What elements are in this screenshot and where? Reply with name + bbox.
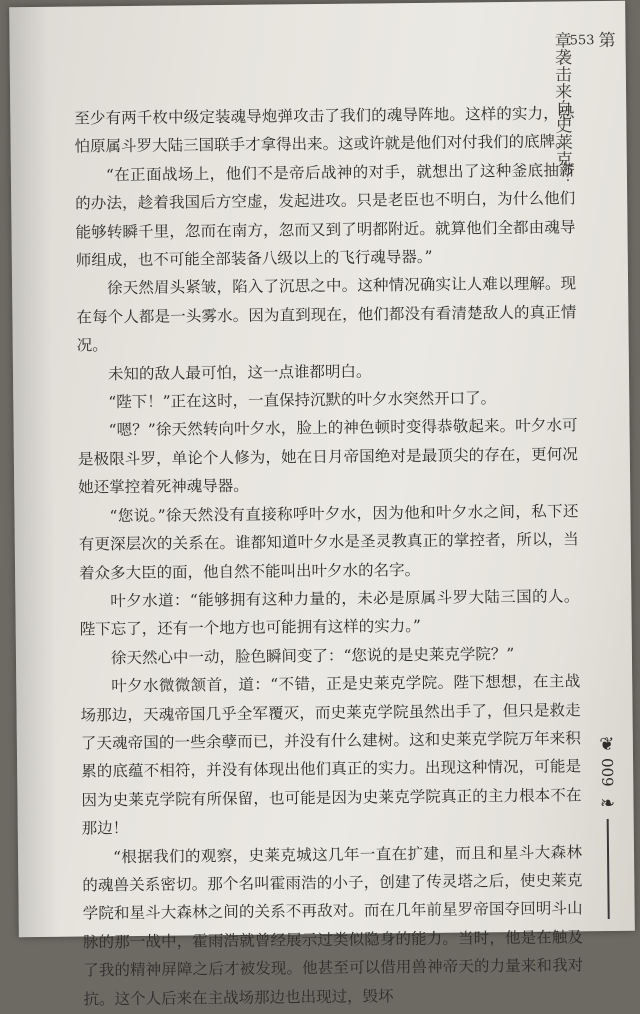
- paragraph: 徐天然眉头紧皱，陷入了沉思之中。这种情况确实让人难以理解。现在每个人都是一头雾水。因为直到现在，他们都没有看清楚敌人的真正情况。: [76, 274, 577, 355]
- page-number-block: [595, 733, 621, 919]
- paragraph: “嗯？”徐天然转向叶夕水，脸上的神色顿时变得恭敬起来。叶夕水可是极限斗罗，单论个人修为，她在日月帝国绝对是最顶尖的存在，更何况她还掌控着死神魂导器。: [77, 416, 578, 497]
- paragraph: 未知的敌人最可怕，这一点谁都明白。: [107, 362, 372, 383]
- chapter-title: 袭击来自史莱克？: [550, 48, 573, 185]
- chapter-label-bottom: 章: [550, 31, 571, 49]
- page-gutter-shadow: [9, 7, 59, 937]
- chapter-label-top: 第: [594, 30, 615, 49]
- page-number: 009: [598, 757, 617, 787]
- paragraph: 徐天然心中一动，脸色瞬间变了：“您说的是史莱克学院？”: [110, 644, 515, 667]
- book-page: [9, 1, 635, 1009]
- paragraph: 叶夕水道：“能够拥有这种力量的，未必是原属斗罗大陆三国的人。陛下忘了，还有一个地方也可能拥有这样的实力。”: [79, 587, 580, 639]
- vertical-rule: [607, 819, 610, 919]
- paragraph: “根据我们的观察，史莱克城这几年一直在扩建，而且和星斗大森林的魂兽关系密切。那个名叫霍雨浩的小子，创建了传灵塔之后，使史莱克学院和星斗大森林之间的关系不再敌对。而在几年前星罗帝国夺回明斗山脉的那一战中，霍雨浩就曾经展示过类似隐身的能力。当时，他是在触及了我的精神屏障之后才被发现。他甚至可以借用兽神帝天的力量来和我对抗。这个人后来在主战场那边也出现过，毁坏: [82, 842, 584, 1009]
- chapter-number: 553: [569, 33, 595, 49]
- fleuron-icon: ❦: [599, 733, 615, 756]
- paragraph: “陛下！”正在这时，一直保持沉默的叶夕水突然开口了。: [108, 389, 497, 412]
- paragraph: 至少有两千枚中级定装魂导炮弹攻击了我们的魂导阵地。这样的实力，恐怕原属斗罗大陆三国联手才拿得出来。这或许就是他们对付我们的底牌。: [74, 104, 575, 156]
- fleuron-icon: ❧: [599, 792, 616, 814]
- paragraph: “在正面战场上，他们不是帝后战神的对手，就想出了这种釜底抽薪的办法，趁着我国后方空虚，发起进攻。只是老臣也不明白，为什么他们能够转瞬千里，忽而在南方，忽而又到了明都附近。就算他们全都由魂导师组成，也不可能全部装备八级以上的飞行魂导器。”: [75, 161, 576, 270]
- paragraph: 叶夕水微微颔首，道：“不错，正是史莱克学院。陛下想想，在主战场那边，天魂帝国几乎全军覆灭，而史莱克学院虽然出手了，但只是救走了天魂帝国的一些余孽而已，并没有什么建树。这和史莱克学院万年来积累的底蕴不相符，并没有体现出他们真正的实力。出现这种情况，可能是因为史莱克学院有所保留，也可能是因为史莱克学院真正的主力根本不在那边！: [80, 672, 582, 838]
- body-text: [74, 99, 583, 1013]
- paragraph: “您说。”徐天然没有直接称呼叶夕水，因为他和叶夕水之间，私下还有更深层次的关系在。谁都知道叶夕水是圣灵教真正的掌控者，所以，当着众多大臣的面，他自然不能叫出叶夕水的名字。: [78, 502, 579, 583]
